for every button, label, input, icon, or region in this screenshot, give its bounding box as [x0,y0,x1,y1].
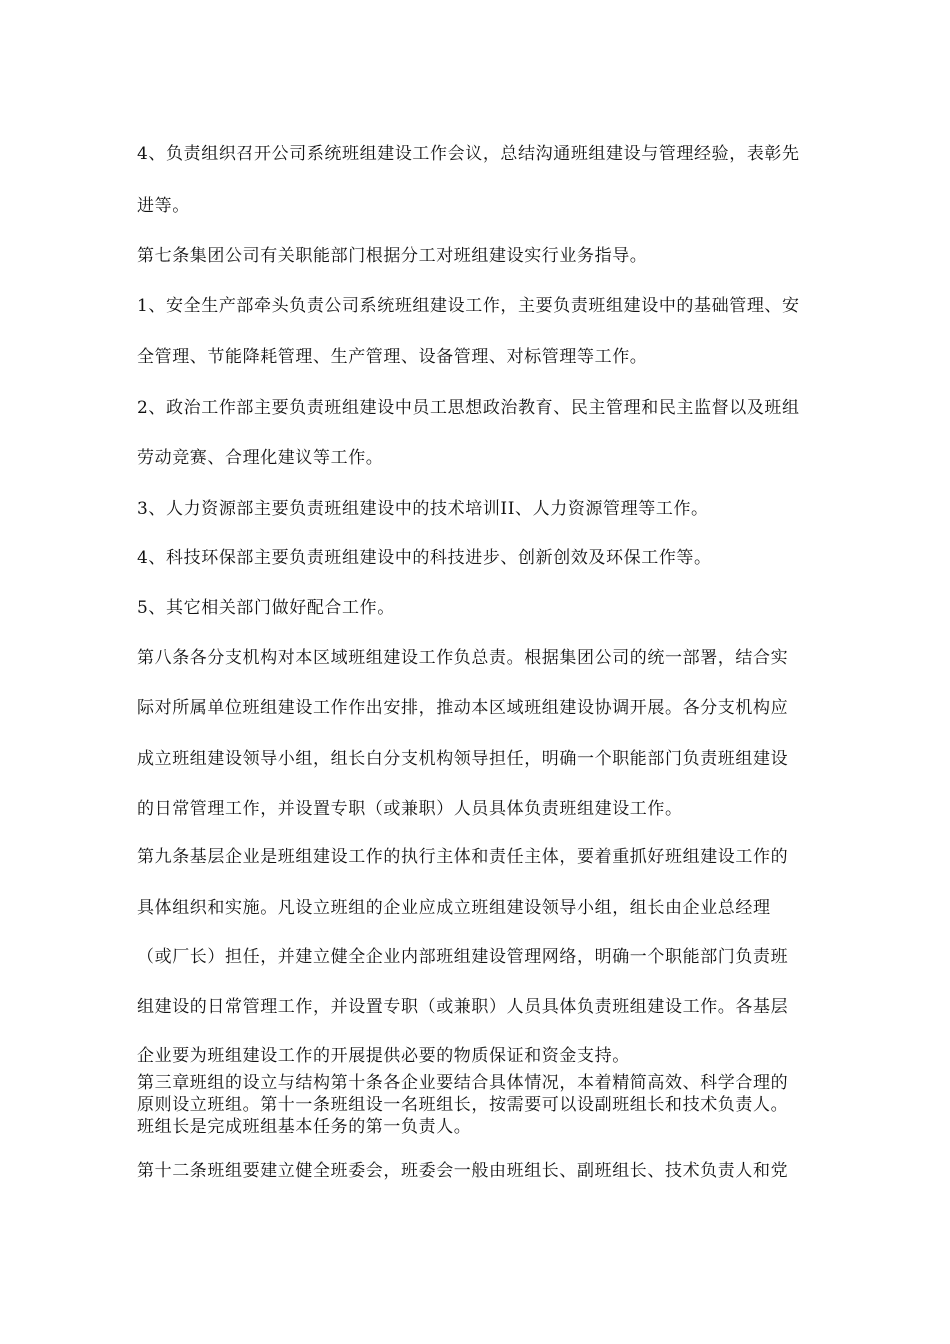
text-line: 组建设的日常管理工作，并设置专职（或兼职）人员具体负责班组建设工作。各基层 [137,997,789,1017]
text-line: 进等。 [137,196,190,216]
text-line: 劳动竞赛、合理化建议等工作。 [137,448,384,468]
text-line: 第七条集团公司有关职能部门根据分工对班组建设实行业务指导。 [137,246,648,266]
text-line: 第九条基层企业是班组建设工作的执行主体和责任主体，要着重抓好班组建设工作的 [137,847,789,867]
text-line: 全管理、节能降耗管理、生产管理、设备管理、对标管理等工作。 [137,347,648,367]
text-line: 2、政治工作部主要负责班组建设中员工思想政治教育、民主管理和民主监督以及班组 [137,398,800,418]
text-line: 1、安全生产部牵头负责公司系统班组建设工作，主要负责班组建设中的基础管理、安 [137,296,800,316]
text-line: 的日常管理工作，并设置专职（或兼职）人员具体负责班组建设工作。 [137,799,683,819]
text-line: 4、负责组织召开公司系统班组建设工作会议，总结沟通班组建设与管理经验，表彰先 [137,144,800,164]
text-line: （或厂长）担任，并建立健全企业内部班组建设管理网络，明确一个职能部门负责班 [137,947,789,967]
text-line: 第八条各分支机构对本区域班组建设工作负总责。根据集团公司的统一部署，结合实 [137,648,789,668]
text-line: 班组长是完成班组基本任务的第一负责人。 [137,1117,472,1137]
text-line: 原则设立班组。第十一条班组设一名班组长，按需要可以设副班组长和技术负责人。 [137,1095,789,1115]
text-line: 际对所属单位班组建设工作作出安排，推动本区域班组建设协调开展。各分支机构应 [137,698,789,718]
text-line: 3、人力资源部主要负责班组建设中的技术培训II、人力资源管理等工作。 [137,499,709,519]
text-line: 具体组织和实施。凡设立班组的企业应成立班组建设领导小组，组长由企业总经理 [137,898,771,918]
dense-paragraph [137,1072,827,1138]
text-line: 成立班组建设领导小组，组长白分支机构领导担任，明确一个职能部门负责班组建设 [137,749,789,769]
text-line: 企业要为班组建设工作的开展提供必要的物质保证和资金支持。 [137,1046,630,1066]
text-line: 第十二条班组要建立健全班委会，班委会一般由班组长、副班组长、技术负责人和党 [137,1161,789,1181]
text-line: 第三章班组的设立与结构第十条各企业要结合具体情况，本着精简高效、科学合理的 [137,1073,789,1093]
text-line: 4、科技环保部主要负责班组建设中的科技进步、创新创效及环保工作等。 [137,548,712,568]
text-line: 5、其它相关部门做好配合工作。 [137,598,395,618]
